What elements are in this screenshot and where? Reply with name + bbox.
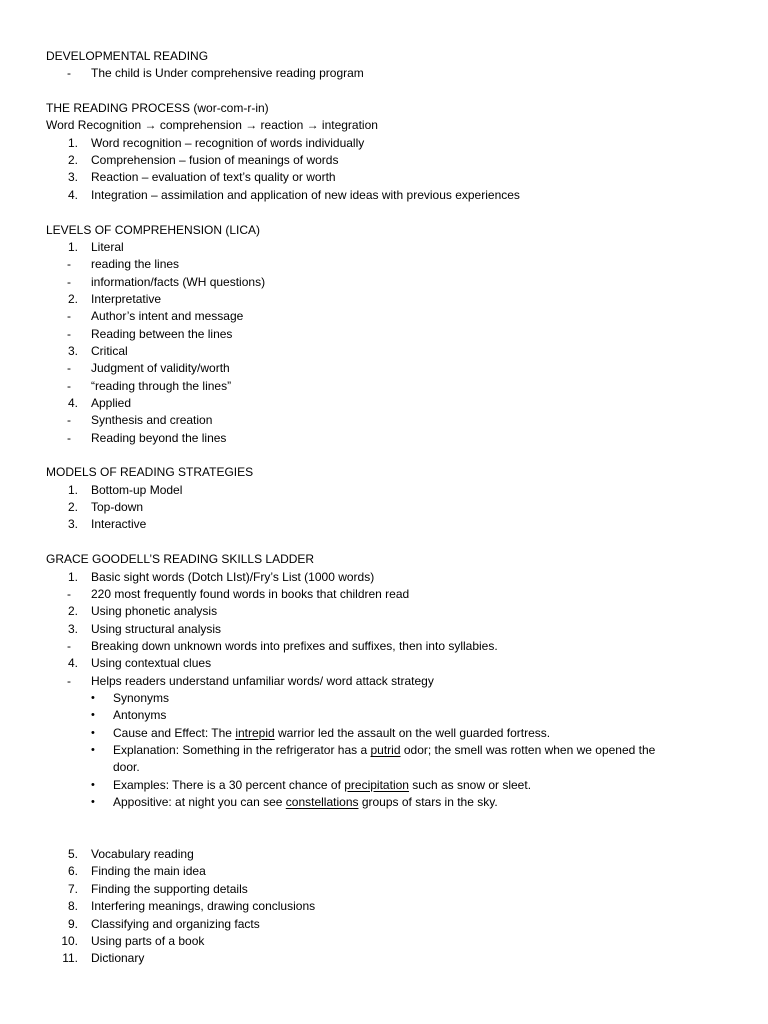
- list-number: 2.: [67, 291, 78, 306]
- text-before: Appositive: at night you can see: [113, 795, 286, 810]
- list-number: 4.: [67, 187, 78, 202]
- dash-marker: -: [67, 361, 71, 376]
- item-text: Applied: [91, 396, 132, 410]
- list-number: 3.: [67, 517, 78, 532]
- item-text: Interfering meanings, drawing conclusions: [91, 899, 316, 914]
- underlined-term: intrepid: [235, 725, 275, 740]
- list-number: 8.: [67, 899, 78, 914]
- item-text: Reading between the lines: [91, 326, 233, 341]
- item-text: Finding the main idea: [91, 864, 206, 879]
- list-number: 10.: [61, 933, 78, 948]
- bullet-marker: •: [91, 796, 95, 809]
- dash-marker: -: [67, 378, 71, 393]
- bullet-marker: •: [91, 778, 95, 791]
- text-before: Examples: There is a 30 percent chance of: [113, 777, 345, 792]
- item-text: Using contextual clues: [91, 656, 212, 671]
- underlined-term: precipitation: [344, 777, 409, 792]
- bullet-marker: •: [91, 726, 95, 739]
- item-text: Vocabulary reading: [91, 847, 194, 862]
- dash-marker: -: [67, 326, 71, 341]
- item-text: Using phonetic analysis: [91, 604, 218, 619]
- item-text: Classifying and organizing facts: [91, 916, 260, 931]
- item-text: Top-down: [91, 500, 144, 515]
- underlined-term: constellations: [285, 795, 359, 810]
- list-number: 1.: [67, 135, 78, 150]
- item-text: Finding the supporting details: [91, 881, 248, 896]
- item-text: Basic sight words (Dotch LIst)/Fry’s List (1000 words): [91, 569, 375, 584]
- list-number: 7.: [67, 881, 78, 896]
- underlined-term: putrid: [370, 743, 401, 757]
- item-text: Interactive: [91, 517, 147, 532]
- item-text: Synonyms: [113, 690, 170, 705]
- item-text: Reading beyond the lines: [91, 430, 227, 445]
- item-text: door.: [113, 760, 140, 775]
- item-text: Bottom-up Model: [91, 482, 183, 497]
- item-text: Critical: [91, 343, 128, 358]
- text-after: groups of stars in the sky.: [358, 795, 498, 810]
- item-text: [113, 724, 550, 742]
- item-text: Interpretative: [91, 291, 162, 306]
- item-text: Breaking down unknown words into prefixes and suffixes, then into syllabies.: [91, 638, 498, 653]
- list-number: 11.: [62, 951, 78, 966]
- heading-text: MODELS OF READING STRATEGIES: [46, 465, 254, 480]
- item-text: Reaction – evaluation of text’s quality or worth: [91, 170, 336, 185]
- dash-marker: -: [67, 309, 71, 324]
- item-text: Word recognition – recognition of words individually: [91, 135, 365, 150]
- item-text: Synthesis and creation: [91, 413, 213, 428]
- item-text: The child is Under comprehensive reading program: [91, 66, 364, 81]
- item-text: Using parts of a book: [91, 933, 205, 948]
- list-number: 4.: [67, 396, 78, 410]
- bullet-marker: •: [91, 744, 95, 756]
- dash-marker: -: [67, 274, 71, 289]
- text-after: warrior led the assault on the well guarded fortress.: [274, 725, 551, 740]
- bullet-marker: •: [91, 709, 95, 722]
- heading-text: LEVELS OF COMPREHENSION (LICA): [46, 222, 261, 237]
- dash-marker: -: [67, 66, 71, 81]
- dash-marker: -: [67, 673, 71, 688]
- item-text: 220 most frequently found words in books that children read: [91, 586, 410, 601]
- item-text: [113, 793, 498, 811]
- item-text: Comprehension – fusion of meanings of words: [91, 153, 339, 168]
- item-text: [113, 776, 531, 794]
- list-number: 1.: [67, 239, 78, 254]
- item-text: Using structural analysis: [91, 621, 222, 636]
- list-number: 3.: [67, 170, 78, 185]
- text-after: odor; the smell was rotten when we opened the: [400, 743, 656, 757]
- item-text: “reading through the lines”: [91, 378, 232, 393]
- item-text: Author’s intent and message: [91, 309, 244, 324]
- list-number: 3.: [67, 621, 78, 636]
- list-number: 2.: [67, 153, 78, 168]
- dash-marker: -: [67, 638, 71, 653]
- list-number: 1.: [67, 482, 78, 497]
- list-number: 2.: [67, 604, 78, 619]
- heading-text: DEVELOPMENTAL READING: [46, 49, 209, 63]
- item-text: Dictionary: [91, 951, 145, 966]
- heading-text: Word Recognition → comprehension → reaction → integration: [46, 118, 378, 133]
- item-text: reading the lines: [91, 257, 180, 272]
- item-text: Antonyms: [113, 708, 167, 723]
- list-number: 9.: [67, 916, 78, 931]
- dash-marker: -: [67, 586, 71, 601]
- dash-marker: -: [67, 257, 71, 272]
- text-before: Cause and Effect: The: [113, 725, 236, 740]
- item-text: Helps readers understand unfamiliar words/ word attack strategy: [91, 673, 434, 688]
- list-number: 3.: [67, 343, 78, 358]
- item-text: [113, 741, 655, 759]
- list-number: 2.: [67, 500, 78, 515]
- text-before: Explanation: Something in the refrigerator has a: [113, 743, 371, 757]
- heading-text: GRACE GOODELL’S READING SKILLS LADDER: [46, 552, 315, 567]
- bullet-marker: •: [91, 691, 95, 704]
- dash-marker: -: [67, 413, 71, 428]
- item-text: information/facts (WH questions): [91, 274, 266, 289]
- list-number: 5.: [67, 847, 78, 862]
- list-number: 6.: [67, 864, 78, 879]
- item-text: Judgment of validity/worth: [91, 361, 230, 376]
- heading-text: THE READING PROCESS (wor-com-r-in): [46, 101, 269, 116]
- text-after: such as snow or sleet.: [408, 777, 532, 792]
- list-number: 4.: [67, 656, 78, 671]
- item-text: Literal: [91, 239, 124, 254]
- item-text: Integration – assimilation and application of new ideas with previous experiences: [91, 187, 520, 202]
- dash-marker: -: [67, 430, 71, 445]
- list-number: 1.: [67, 569, 78, 584]
